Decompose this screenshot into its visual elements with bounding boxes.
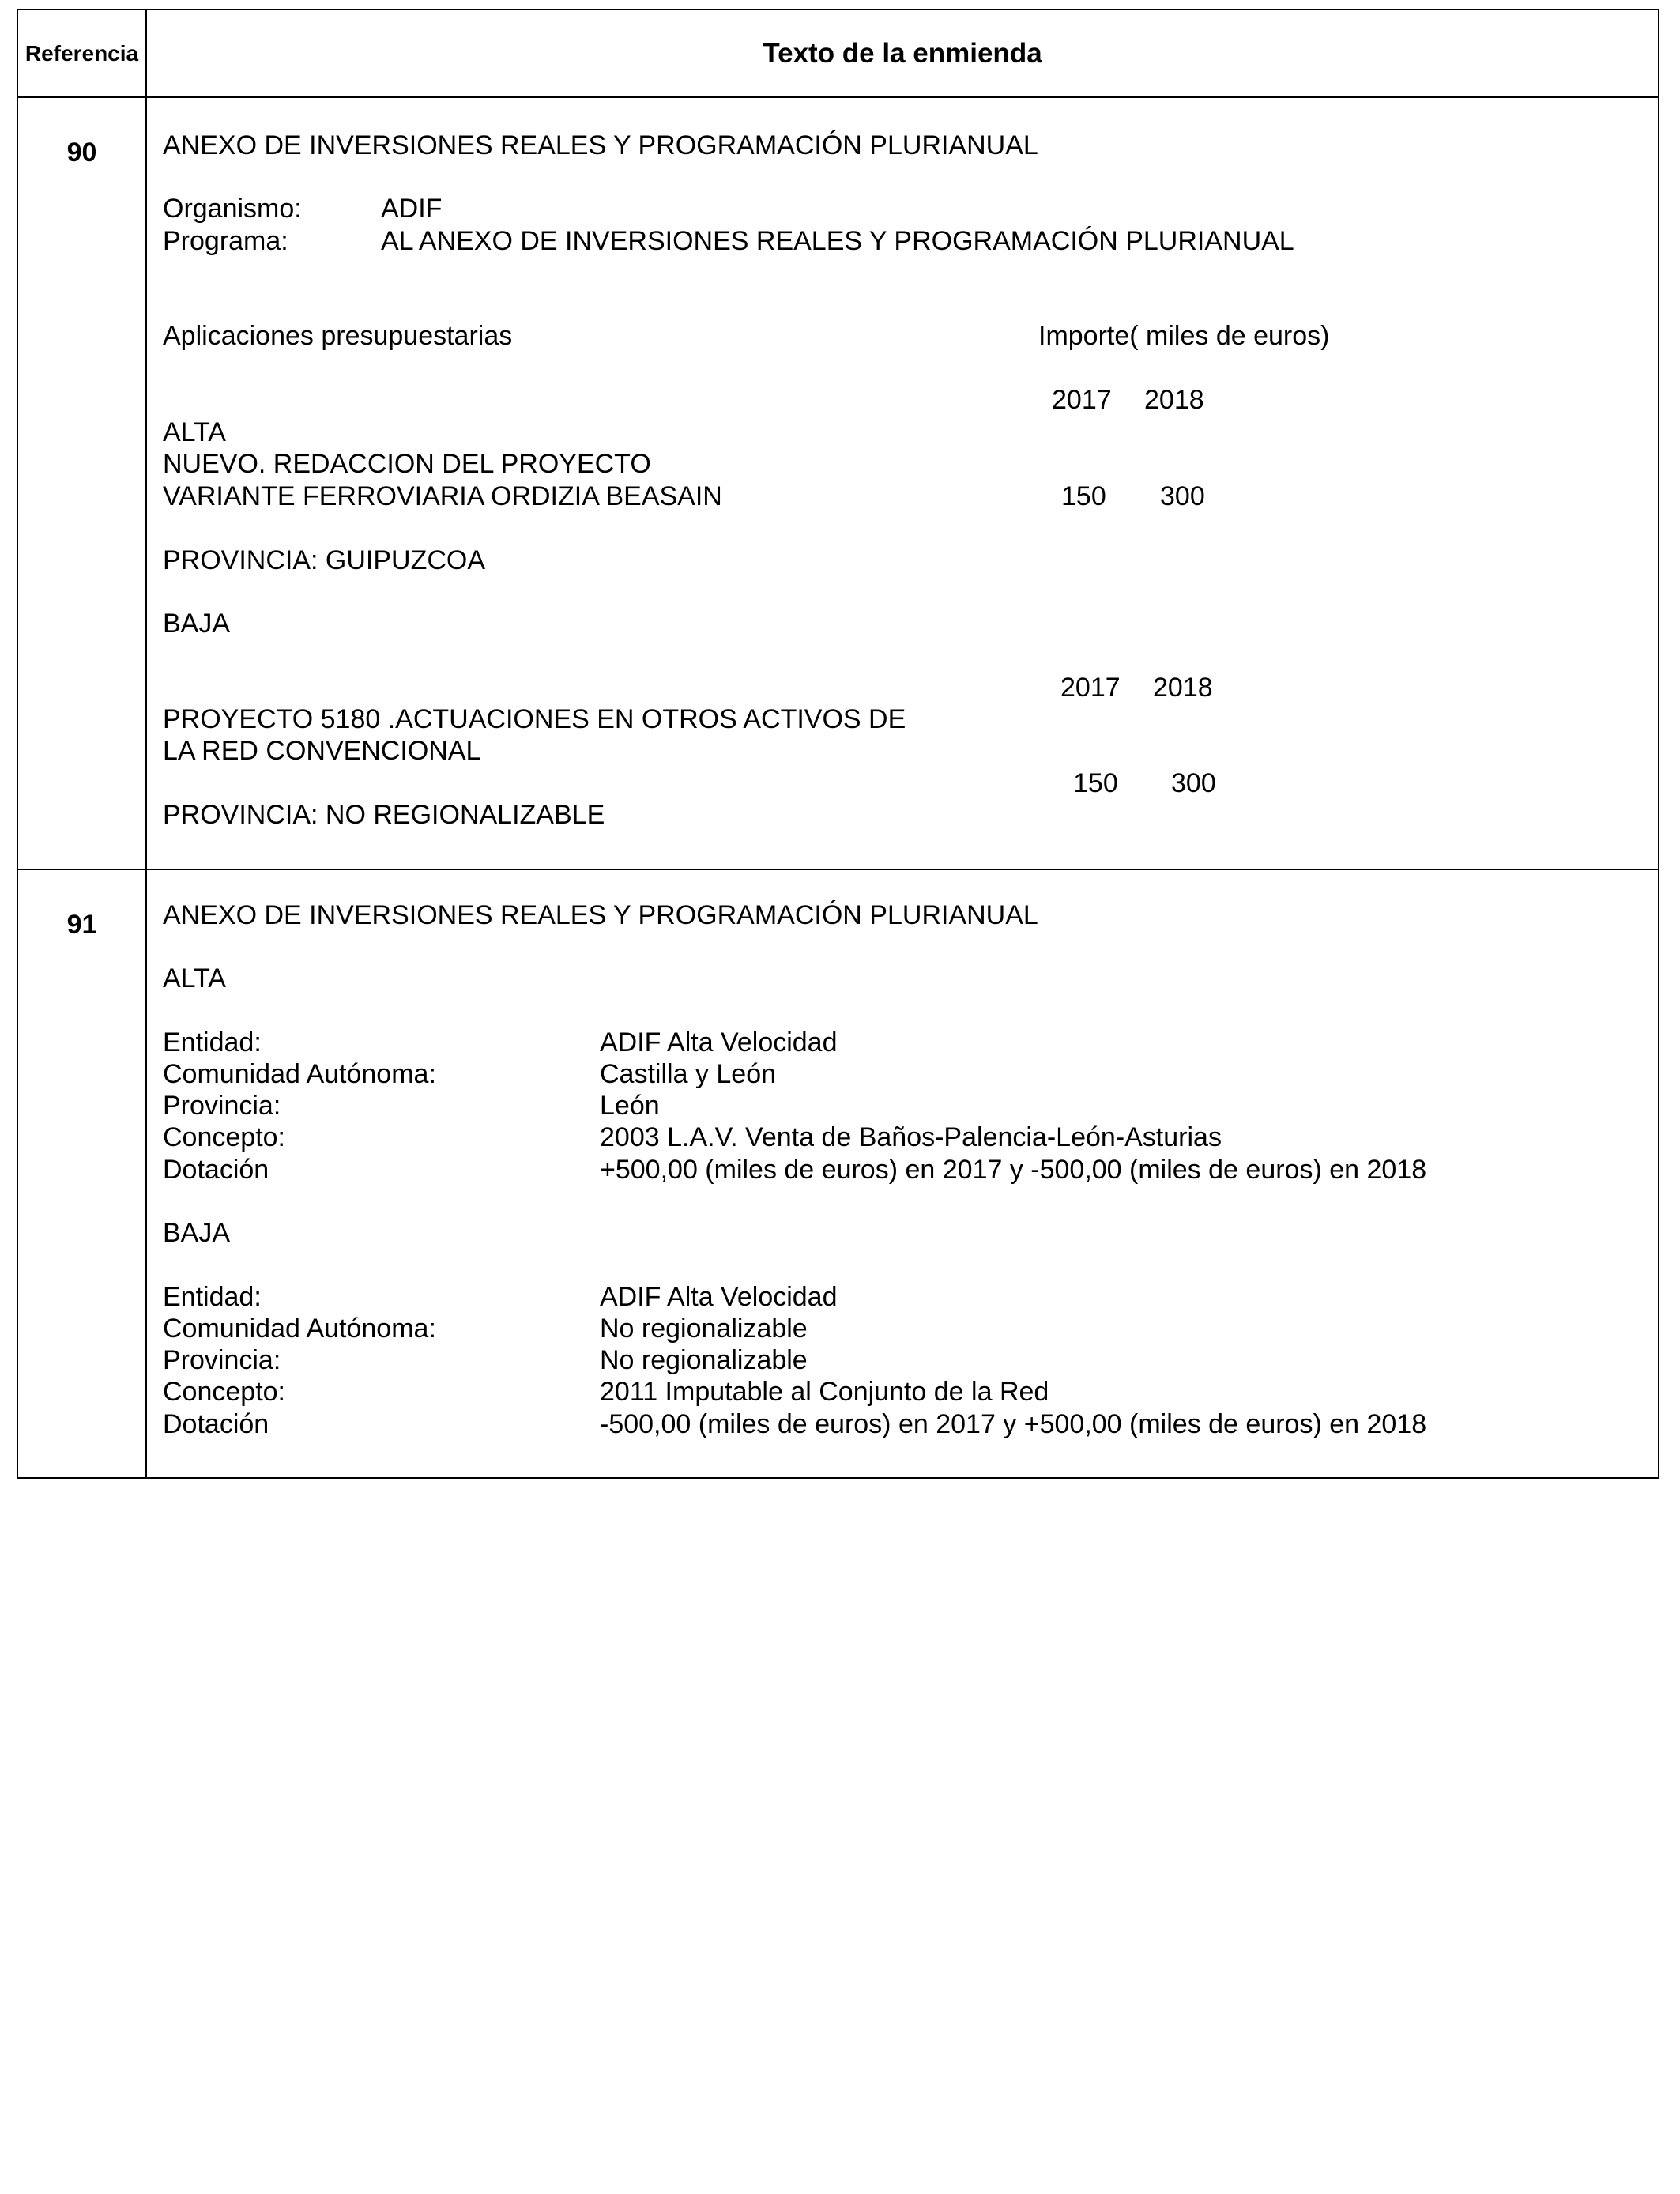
alta-project-line-2: VARIANTE FERROVIARIA ORDIZIA BEASAIN (163, 481, 722, 511)
alta-dotacion-value: +500,00 (miles de euros) en 2017 y -500,00 (miles de euros) en 2018 (600, 1155, 1427, 1185)
aplicaciones-heading: Aplicaciones presupuestarias (163, 321, 513, 351)
organismo-value: ADIF (381, 194, 443, 224)
baja-year-2017: 2017 (1060, 673, 1121, 703)
baja-dotacion-value: -500,00 (miles de euros) en 2017 y +500,00 (miles de euros) en 2018 (600, 1409, 1427, 1439)
baja-concepto-label: Concepto: (163, 1377, 285, 1407)
alta-heading: ALTA (163, 417, 226, 447)
baja-heading: BAJA (163, 1218, 231, 1248)
baja-dotacion-label: Dotación (163, 1409, 269, 1439)
alta-year-2018: 2018 (1144, 385, 1204, 415)
baja-provincia-value: No regionalizable (600, 1345, 808, 1375)
section-title: ANEXO DE INVERSIONES REALES Y PROGRAMACIÓN PLURIANUAL (163, 130, 1038, 160)
amendment-text-90 (146, 97, 1659, 869)
baja-provincia: PROVINCIA: NO REGIONALIZABLE (163, 800, 605, 830)
alta-year-2017: 2017 (1052, 385, 1112, 415)
baja-value-2017: 150 (1073, 768, 1118, 798)
ref-cell-90 (17, 97, 146, 869)
ref-number: 91 (66, 910, 97, 940)
alta-dotacion-label: Dotación (163, 1155, 269, 1185)
alta-entidad-value: ADIF Alta Velocidad (600, 1027, 838, 1057)
amendment-row-91 (17, 869, 1659, 1478)
baja-provincia-label: Provincia: (163, 1345, 281, 1375)
baja-heading: BAJA (163, 609, 231, 639)
baja-comunidad-value: No regionalizable (600, 1314, 808, 1344)
alta-provincia-label: Provincia: (163, 1091, 281, 1121)
alta-provincia-value: León (600, 1091, 660, 1121)
baja-entidad-label: Entidad: (163, 1282, 262, 1312)
organismo-label: Organismo: (163, 194, 302, 224)
baja-project-line-2: LA RED CONVENCIONAL (163, 736, 481, 766)
baja-concepto-value: 2011 Imputable al Conjunto de la Red (600, 1377, 1049, 1407)
alta-heading: ALTA (163, 963, 226, 993)
amendment-text-91 (146, 869, 1659, 1478)
ref-cell-91 (17, 869, 146, 1478)
baja-project-line-1: PROYECTO 5180 .ACTUACIONES EN OTROS ACTIVOS DE (163, 704, 906, 734)
alta-project-line-1: NUEVO. REDACCION DEL PROYECTO (163, 449, 651, 479)
header-referencia: Referencia (17, 9, 146, 97)
alta-entidad-label: Entidad: (163, 1027, 262, 1057)
alta-comunidad-label: Comunidad Autónoma: (163, 1059, 436, 1089)
amendment-row-90 (17, 97, 1659, 869)
programa-value: AL ANEXO DE INVERSIONES REALES Y PROGRAMACIÓN PLURIANUAL (381, 226, 1294, 256)
ref-number: 90 (66, 138, 97, 168)
alta-provincia: PROVINCIA: GUIPUZCOA (163, 545, 486, 575)
baja-entidad-value: ADIF Alta Velocidad (600, 1282, 838, 1312)
amendments-table (17, 9, 1659, 1479)
alta-comunidad-value: Castilla y León (600, 1059, 777, 1089)
section-title: ANEXO DE INVERSIONES REALES Y PROGRAMACIÓN PLURIANUAL (163, 900, 1038, 930)
programa-label: Programa: (163, 226, 288, 256)
baja-comunidad-label: Comunidad Autónoma: (163, 1314, 436, 1344)
header-row (17, 9, 1659, 97)
alta-value-2018: 300 (1160, 481, 1205, 511)
alta-concepto-label: Concepto: (163, 1122, 285, 1152)
importe-heading: Importe( miles de euros) (1038, 321, 1330, 351)
alta-value-2017: 150 (1061, 481, 1106, 511)
baja-value-2018: 300 (1171, 768, 1216, 798)
alta-concepto-value: 2003 L.A.V. Venta de Baños-Palencia-León-Asturias (600, 1122, 1222, 1152)
baja-year-2018: 2018 (1153, 673, 1213, 703)
header-texto: Texto de la enmienda (146, 9, 1659, 97)
